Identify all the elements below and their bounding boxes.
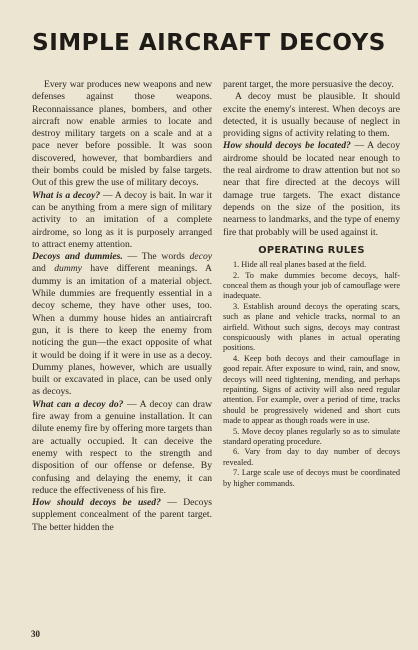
paragraph-text: have different meanings. A dummy is an imitation of a material object. While dummies are frequently essential in a decoy scheme, they have other uses, too. When a dummy house hides an antiaircraft gun, it is there to keep the enemy from noticing the gun—the exact opposite of what it would be doing if it were in use as a decoy. Dummy planes, however, which are usually built or excavated in place, can be used only as decoys. (32, 263, 212, 398)
paragraph-what-can-decoy-do (32, 399, 212, 497)
continued-paragraph: parent target, the more persuasive the decoy. (223, 79, 394, 90)
left-column (32, 79, 212, 534)
run-in-heading: What can a decoy do? (32, 398, 124, 410)
paragraph-text: — The words (122, 251, 190, 263)
rule-item: 1. Hide all real planes based at the field. (233, 260, 367, 270)
paragraph-what-is-decoy (32, 190, 212, 251)
rule-item: 4. Keep both decoys and their camouflage in good repair. After exposure to wind, rain, and snow, decoys will need tightening, mending, and perhaps repainting. Signs of activity will also need regular attention. For example, over a period of time, tracks should be progressively widened and short cuts made to appear as though roads were in use. (223, 353, 400, 426)
run-in-heading: How should decoys be located? (223, 140, 351, 152)
paragraph-how-used (32, 497, 212, 534)
paragraph-decoys-dummies (32, 251, 212, 399)
page-title: SIMPLE AIRCRAFT DECOYS (32, 30, 386, 56)
run-in-heading: What is a decoy? (32, 189, 101, 201)
plausible-paragraph: A decoy must be plausible. It should excite the enemy's interest. When decoys are detected, it is usually because of neglect in providing signs of activity relating to them. (223, 91, 400, 140)
paragraph-text: — A decoy airdrome should be located near enough to the real airdrome to draw attention but not so near that fire directed at the decoys will damage true targets. The exact distance depends on the size of the position, its nearness to landmarks, and the type of enemy fire that probably will be used against it. (223, 140, 400, 238)
term-dummy: dummy (54, 263, 82, 275)
paragraph-text: and (32, 263, 55, 275)
operating-rules-heading: OPERATING RULES (258, 244, 365, 256)
paragraph-how-located (223, 140, 400, 238)
rule-item: 2. To make dummies become decoys, half-conceal them as though your job of camouflage were inadequate. (223, 270, 400, 301)
rule-item: 3. Establish around decoys the operating scars, such as plane and vehicle tracks, normal to an airfield. Without such signs, decoys may contrast conspicuously with planes in actual operating positions. (223, 301, 400, 353)
rule-item: 6. Vary from day to day number of decoys revealed. (223, 447, 400, 467)
run-in-heading: Decoys and dummies. (32, 251, 123, 263)
rule-item: 5. Move decoy planes regularly so as to simulate standard operating procedure. (223, 426, 400, 447)
paragraph-text: — A decoy is bait. In war it can be anything from a mere sign of military activity to an imitation of a complete airdrome, so long as it is purposely arranged to attract enemy attention. (32, 189, 212, 250)
operating-rules-list (223, 260, 400, 489)
paragraph-text: — A decoy can draw fire away from a genuine installation. It can dilute enemy fire by offering more targets than are actually occupied. It can deceive the enemy with respect to the strength and disposition of our offense or defense. By confusing and delaying the enemy, it can reduce the effectiveness of his fire. (32, 398, 212, 496)
paragraph-text: — Decoys supplement concealment of the parent target. The better hidden the (32, 497, 212, 533)
right-column (223, 79, 400, 489)
run-in-heading: How should decoys be used? (32, 497, 161, 509)
term-decoy: decoy (189, 251, 212, 263)
rule-item: 7. Large scale use of decoys must be coordinated by higher commands. (223, 468, 400, 488)
intro-paragraph: Every war produces new weapons and new defenses against those weapons. Reconnaissance planes, bombers, and other aircraft now enable armies to locate and destroy military targets on a scale and at a pace never before possible. It was soon discovered, however, that bombardiers and their bombs could be misled by false targets. Out of this grew the use of military decoys. (32, 79, 212, 189)
page-number: 30 (31, 629, 40, 639)
